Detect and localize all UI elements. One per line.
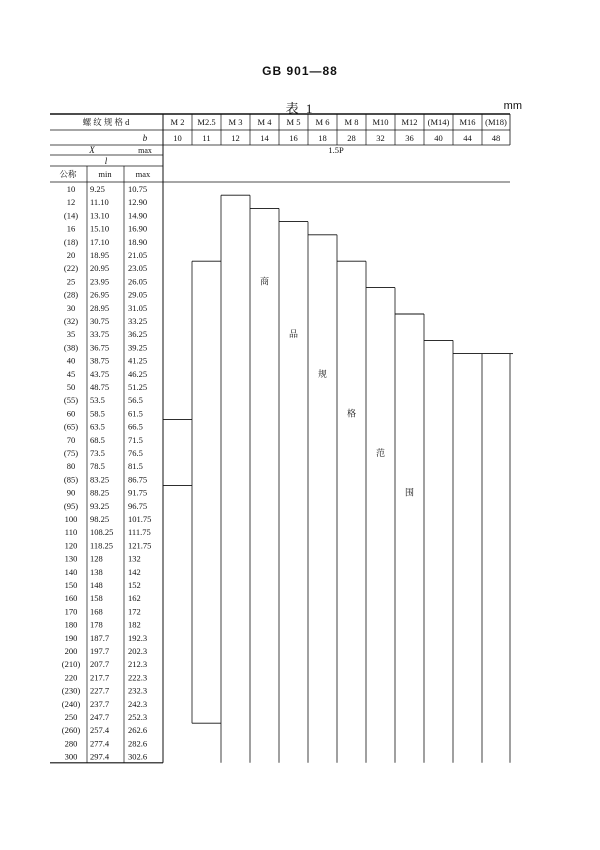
min-length: 58.5	[90, 408, 105, 419]
min-length: 36.75	[90, 342, 110, 353]
nominal-length: 60	[66, 408, 76, 419]
max-header: max	[135, 169, 151, 179]
max-length: 121.75	[128, 540, 152, 551]
max-length: 172	[128, 606, 141, 617]
commercial-range-caption: 商	[259, 276, 270, 287]
document-number: GB 901—88	[262, 64, 338, 78]
nominal-length: 16	[66, 223, 76, 234]
min-length: 207.7	[90, 659, 110, 670]
max-length: 232.3	[128, 685, 148, 696]
max-length: 202.3	[128, 646, 148, 656]
max-length: 212.3	[128, 659, 148, 670]
min-length: 128	[90, 553, 103, 564]
min-length: 17.10	[90, 236, 110, 247]
max-length: 51.25	[128, 382, 148, 392]
max-length: 242.3	[128, 698, 148, 709]
commercial-range-caption: 格	[346, 408, 357, 419]
max-length: 23.05	[128, 263, 148, 274]
nominal-length: (65)	[63, 421, 79, 432]
min-length: 247.7	[90, 712, 110, 722]
b-value: 28	[347, 133, 356, 143]
b-label: b	[142, 133, 148, 143]
min-length: 277.4	[90, 738, 110, 749]
max-length: 86.75	[128, 474, 148, 485]
max-length: 46.25	[128, 368, 148, 379]
max-length: 36.25	[128, 329, 148, 340]
nominal-length: 35	[66, 329, 76, 340]
min-length: 217.7	[90, 672, 110, 683]
nominal-length: (240)	[61, 698, 81, 709]
max-length: 111.75	[128, 527, 151, 538]
unit-label: mm	[503, 100, 522, 112]
b-value: 11	[202, 133, 211, 143]
min-length: 18.95	[90, 250, 110, 260]
min-length: 9.25	[90, 184, 105, 194]
x-max-value: 1.5P	[328, 145, 344, 155]
max-length: 192.3	[128, 632, 148, 643]
max-length: 252.3	[128, 712, 148, 722]
max-length: 132	[128, 553, 141, 564]
nominal-length: 130	[64, 553, 78, 564]
max-length: 33.25	[128, 316, 148, 326]
commercial-range-caption: 品	[288, 329, 299, 340]
min-length: 26.95	[90, 289, 110, 300]
max-length: 56.5	[128, 395, 143, 406]
thread-size-header: M16	[459, 117, 476, 127]
min-length: 297.4	[90, 751, 110, 762]
min-length: 118.25	[90, 540, 114, 551]
min-length: 33.75	[90, 329, 110, 340]
nominal-length: 100	[64, 514, 78, 524]
min-length: 93.25	[90, 500, 110, 511]
min-length: 23.95	[90, 276, 110, 287]
nominal-length: 280	[64, 738, 78, 749]
min-length: 257.4	[90, 725, 110, 736]
min-length: 73.5	[90, 448, 105, 458]
max-length: 18.90	[128, 236, 148, 247]
x-label: X	[89, 145, 95, 155]
max-length: 10.75	[128, 184, 148, 194]
min-length: 28.95	[90, 302, 110, 313]
max-length: 14.90	[128, 210, 148, 221]
nominal-length: 180	[64, 619, 78, 630]
min-length: 43.75	[90, 368, 110, 379]
max-length: 71.5	[128, 434, 143, 445]
nominal-header: 公称	[59, 169, 77, 179]
min-length: 68.5	[90, 434, 105, 445]
nominal-length: 140	[64, 566, 78, 577]
max-length: 12.90	[128, 197, 148, 208]
nominal-length: 25	[66, 276, 76, 287]
b-value: 14	[260, 133, 269, 143]
thread-size-header: M 4	[257, 117, 272, 127]
min-length: 48.75	[90, 382, 110, 392]
max-length: 142	[128, 566, 141, 577]
min-length: 11.10	[90, 197, 109, 208]
nominal-length: 70	[66, 434, 76, 445]
nominal-length: 45	[66, 368, 76, 379]
max-length: 302.6	[128, 751, 148, 762]
b-value: 18	[318, 133, 327, 143]
max-length: 101.75	[128, 514, 152, 524]
min-length: 20.95	[90, 263, 110, 274]
min-length: 88.25	[90, 487, 110, 498]
nominal-length: 220	[64, 672, 78, 683]
max-length: 96.75	[128, 500, 148, 511]
max-length: 76.5	[128, 448, 143, 458]
min-length: 178	[90, 619, 103, 630]
max-length: 282.6	[128, 738, 148, 749]
min-length: 78.5	[90, 461, 105, 472]
nominal-length: (260)	[61, 725, 81, 736]
nominal-length: 190	[64, 632, 78, 643]
max-length: 182	[128, 619, 141, 630]
min-length: 158	[90, 593, 103, 604]
nominal-length: 200	[64, 646, 78, 656]
b-value: 36	[405, 133, 414, 143]
max-length: 31.05	[128, 302, 148, 313]
max-length: 26.05	[128, 276, 148, 287]
thread-size-header: (M14)	[427, 117, 450, 127]
max-length: 21.05	[128, 250, 148, 260]
min-length: 197.7	[90, 646, 110, 656]
b-value: 12	[231, 133, 240, 143]
b-value: 44	[463, 133, 472, 143]
min-length: 98.25	[90, 514, 110, 524]
nominal-length: (14)	[63, 210, 79, 221]
max-length: 162	[128, 593, 141, 604]
min-length: 148	[90, 580, 103, 590]
nominal-length: 160	[64, 593, 78, 604]
commercial-range-caption: 规	[317, 368, 328, 379]
nominal-length: (32)	[63, 316, 79, 326]
min-length: 138	[90, 566, 103, 577]
b-value: 16	[289, 133, 298, 143]
thread-size-header: M12	[401, 117, 418, 127]
nominal-length: 80	[66, 461, 76, 472]
nominal-length: (95)	[63, 500, 79, 511]
b-value: 10	[173, 133, 182, 143]
max-length: 152	[128, 580, 141, 590]
max-length: 262.6	[128, 725, 148, 736]
nominal-length: 10	[66, 184, 76, 194]
min-length: 53.5	[90, 395, 105, 406]
max-length: 91.75	[128, 487, 148, 498]
nominal-length: (210)	[61, 659, 81, 670]
nominal-length: 90	[66, 487, 76, 498]
max-length: 61.5	[128, 408, 143, 419]
b-value: 32	[376, 133, 385, 143]
nominal-length: (28)	[63, 289, 79, 300]
max-length: 29.05	[128, 289, 148, 300]
min-length: 187.7	[90, 632, 110, 643]
min-length: 63.5	[90, 421, 105, 432]
min-length: 227.7	[90, 685, 110, 696]
min-length: 83.25	[90, 474, 110, 485]
min-length: 30.75	[90, 316, 110, 326]
nominal-length: 110	[64, 527, 78, 538]
l-label: l	[104, 156, 108, 166]
thread-spec-label: 螺 纹 规 格 d	[82, 117, 130, 127]
table-title: 表 1	[285, 101, 315, 116]
thread-size-header: M 8	[344, 117, 359, 127]
min-length: 38.75	[90, 355, 110, 366]
nominal-length: (22)	[63, 263, 79, 274]
nominal-length: 40	[66, 355, 76, 366]
nominal-length: 170	[64, 606, 78, 617]
nominal-length: (75)	[63, 448, 79, 458]
thread-size-header: M2.5	[197, 117, 216, 127]
min-length: 168	[90, 606, 103, 617]
thread-size-header: (M18)	[485, 117, 507, 127]
nominal-length: 300	[64, 751, 78, 762]
max-length: 81.5	[128, 461, 143, 472]
nominal-length: 120	[64, 540, 78, 551]
nominal-length: 50	[66, 382, 76, 392]
min-header: min	[98, 169, 112, 179]
nominal-length: 150	[64, 580, 78, 590]
thread-size-header: M 6	[315, 117, 330, 127]
thread-size-header: M 2	[170, 117, 185, 127]
min-length: 108.25	[90, 527, 114, 538]
nominal-length: 12	[66, 197, 76, 208]
nominal-length: (38)	[63, 342, 79, 353]
nominal-length: (55)	[63, 395, 79, 406]
thread-size-header: M 5	[286, 117, 301, 127]
nominal-length: (230)	[61, 685, 81, 696]
b-value: 48	[491, 133, 501, 143]
x-max-label: max	[138, 146, 152, 155]
nominal-length: (18)	[63, 236, 79, 247]
max-length: 222.3	[128, 672, 148, 683]
max-length: 41.25	[128, 355, 148, 366]
thread-size-header: M10	[372, 117, 389, 127]
commercial-range-caption: 范	[375, 448, 386, 458]
nominal-length: 30	[66, 302, 76, 313]
max-length: 16.90	[128, 223, 148, 234]
min-length: 15.10	[90, 223, 110, 234]
min-length: 13.10	[90, 210, 110, 221]
nominal-length: 250	[64, 712, 78, 722]
nominal-length: (85)	[63, 474, 79, 485]
max-length: 66.5	[128, 421, 143, 432]
commercial-range-caption: 围	[404, 487, 415, 498]
max-length: 39.25	[128, 342, 148, 353]
b-value: 40	[434, 133, 443, 143]
thread-size-header: M 3	[228, 117, 243, 127]
nominal-length: 20	[66, 250, 76, 260]
min-length: 237.7	[90, 698, 110, 709]
